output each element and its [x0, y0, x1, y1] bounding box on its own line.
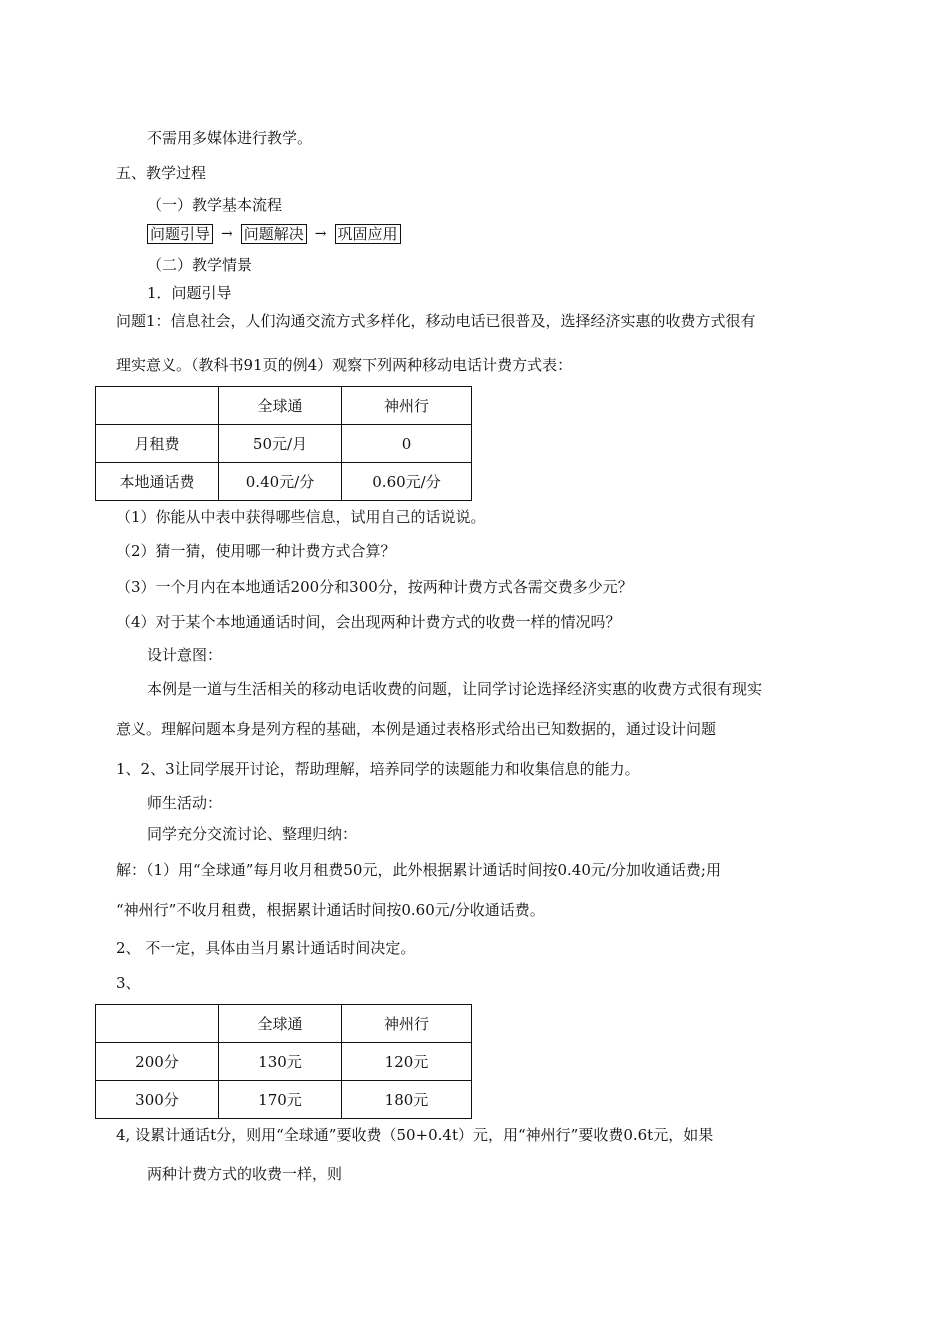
- table-cell: 0: [342, 425, 472, 463]
- table-cell: 0.40元/分: [219, 463, 342, 501]
- table-cell: 50元/月: [219, 425, 342, 463]
- heading-problem-guide: 1．问题引导: [147, 284, 232, 302]
- table-row: [96, 425, 472, 463]
- arrow-right-icon: →: [221, 226, 233, 242]
- flow-step-problem-guide: 问题引导: [147, 224, 213, 244]
- answer-4-text: 4, 设累计通话t分，则用“全球通”要收费（50+0.4t）元，用“神州行”要收费0.6t元，如果: [116, 1126, 714, 1144]
- question-2: （2）猜一猜，使用哪一种计费方式合算？: [116, 542, 396, 560]
- arrow-right-icon: →: [314, 226, 327, 242]
- table-cell: 本地通话费: [96, 463, 219, 501]
- question-4: （4）对于某个本地通通话时间，会出现两种计费方式的收费一样的情况吗？: [116, 613, 621, 631]
- table-row: [96, 463, 472, 501]
- table-row: [96, 1081, 472, 1119]
- question-3: （3）一个月内在本地通话200分和300分，按两种计费方式各需交费多少元？: [116, 578, 633, 596]
- answer-4-text-cont: 两种计费方式的收费一样，则: [147, 1165, 343, 1183]
- table-cell: 全球通: [219, 387, 342, 425]
- design-intent-label: 设计意图：: [147, 646, 223, 664]
- answer-1-text-cont: “神州行”不收月租费，根据累计通话时间按0.60元/分收通话费。: [116, 901, 545, 919]
- question-1: （1）你能从中表中获得哪些信息，试用自己的话说说。: [116, 508, 486, 526]
- table-cell: 300分: [96, 1081, 219, 1119]
- design-intent-text-3: 1、2、3让同学展开讨论，帮助理解，培养同学的读题能力和收集信息的能力。: [116, 760, 640, 778]
- subheading-teaching-scenario: （二）教学情景: [147, 256, 253, 274]
- table-cell: 0.60元/分: [342, 463, 472, 501]
- billing-table: [95, 386, 472, 501]
- student-discussion-text: 同学充分交流讨论、整理归纳：: [147, 825, 358, 843]
- table-cell: 神州行: [342, 387, 472, 425]
- paragraph-no-multimedia: 不需用多媒体进行教学。: [147, 129, 313, 147]
- table-cell: 200分: [96, 1043, 219, 1081]
- table-cell: 170元: [219, 1081, 342, 1119]
- answer-1-text: 解：（1）用“全球通”每月收月租费50元，此外根据累计通话时间按0.40元/分加收通话费;用: [116, 861, 721, 879]
- answer-3-label: 3、: [116, 974, 141, 992]
- table-header-row: [96, 387, 472, 425]
- flow-diagram: [147, 224, 401, 244]
- table-row: [96, 1043, 472, 1081]
- design-intent-text: 本例是一道与生活相关的移动电话收费的问题，让同学讨论选择经济实惠的收费方式很有现实: [147, 680, 763, 698]
- table-cell: 120元: [342, 1043, 472, 1081]
- table-cell: 神州行: [342, 1005, 472, 1043]
- design-intent-text-2: 意义。理解问题本身是列方程的基础，本例是通过表格形式给出已知数据的，通过设计问题: [116, 720, 717, 738]
- section-heading-teaching-process: 五、教学过程: [116, 164, 207, 182]
- table-header-row: [96, 1005, 472, 1043]
- subheading-basic-flow: （一）教学基本流程: [147, 196, 283, 214]
- cost-table: [95, 1004, 472, 1119]
- problem-1-text: 问题1：信息社会，人们沟通交流方式多样化，移动电话已很普及，选择经济实惠的收费方式很有: [116, 312, 756, 330]
- answer-2-text: 2、 不一定，具体由当月累计通话时间决定。: [116, 939, 416, 957]
- table-cell: 全球通: [219, 1005, 342, 1043]
- table-cell: [96, 1005, 219, 1043]
- flow-step-problem-solve: 问题解决: [241, 224, 307, 244]
- table-cell: 130元: [219, 1043, 342, 1081]
- table-cell: 180元: [342, 1081, 472, 1119]
- table-cell: 月租费: [96, 425, 219, 463]
- table-cell: [96, 387, 219, 425]
- problem-1-text-cont: 理实意义。（教科书91页的例4）观察下列两种移动电话计费方式表：: [116, 356, 573, 374]
- teacher-student-label: 师生活动：: [147, 794, 223, 812]
- flow-step-consolidate: 巩固应用: [335, 224, 401, 244]
